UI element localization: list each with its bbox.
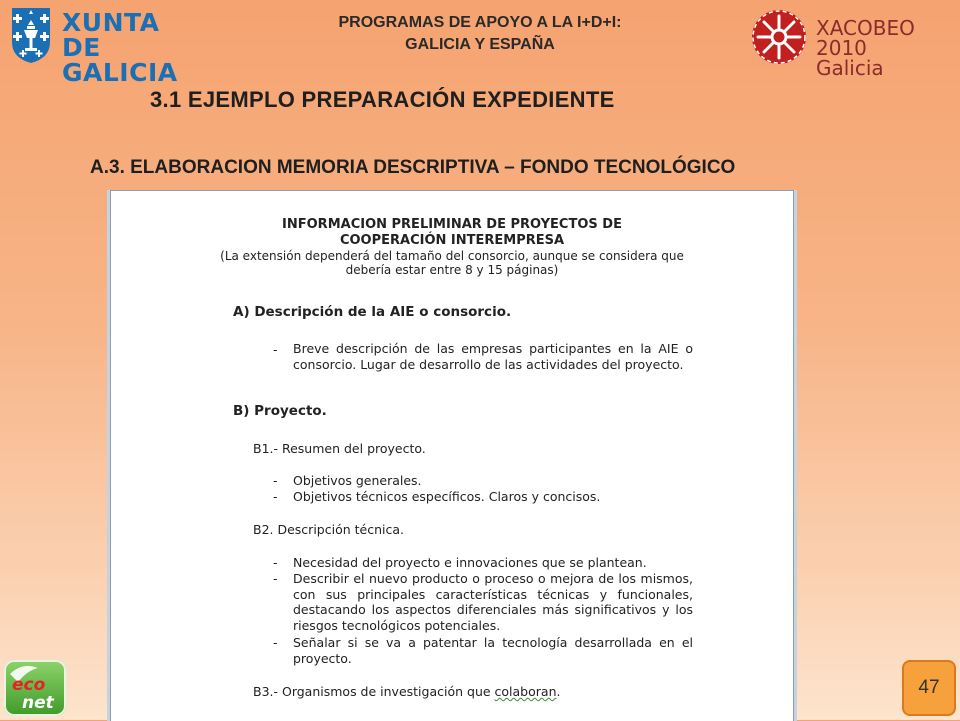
b2-bullet-2: Describir el nuevo producto o proceso o mejora de los mismos, con sus principales características técnicas y funcionales, destacando los aspectos diferenciales más significativos y los riesgos tecnológicos potenciales. bbox=[293, 571, 693, 633]
document-title-line-2: COOPERACIÓN INTEREMPRESA bbox=[339, 233, 565, 248]
xunta-logo-line-2: DE GALICIA bbox=[62, 33, 178, 87]
b1-bullet-2: Objetivos técnicos específicos. Claros y concisos. bbox=[293, 489, 601, 504]
section-a-bullet-1: Breve descripción de las empresas participantes en la AIE o consorcio. Lugar de desarrollo de las actividades del proyecto. bbox=[293, 341, 693, 372]
document-subtitle bbox=[111, 249, 793, 277]
subsection-title: A.3. ELABORACION MEMORIA DESCRIPTIVA – FONDO TECNOLÓGICO bbox=[90, 157, 736, 178]
bullet-dash: - bbox=[273, 473, 278, 488]
b2-label: B2. Descripción técnica. bbox=[253, 522, 404, 537]
section-title: 3.1 EJEMPLO PREPARACIÓN EXPEDIENTE bbox=[150, 87, 615, 112]
econet-logo-icon bbox=[4, 660, 66, 716]
b3-label-period: . bbox=[556, 684, 561, 699]
xacobeo-logo-text bbox=[816, 18, 956, 78]
econet-logo-text-1: eco bbox=[12, 675, 46, 695]
bullet-dash: - bbox=[273, 635, 278, 650]
xacobeo-emblem-icon bbox=[750, 8, 808, 66]
xunta-shield-icon bbox=[10, 6, 52, 64]
econet-logo bbox=[4, 660, 66, 716]
document-title-line-1: INFORMACION PRELIMINAR DE PROYECTOS DE bbox=[282, 217, 622, 232]
xacobeo-logo-line-2: Galicia bbox=[816, 56, 884, 80]
document-preview bbox=[110, 190, 794, 721]
b3-label bbox=[253, 684, 560, 699]
xacobeo-logo bbox=[750, 6, 956, 80]
b3-label-text: B3.- Organismos de investigación que bbox=[253, 684, 495, 699]
bullet-dash: - bbox=[273, 555, 278, 570]
b1-label: B1.- Resumen del proyecto. bbox=[253, 441, 426, 456]
b1-bullet-1: Objetivos generales. bbox=[293, 473, 422, 488]
xacobeo-logo-line-1: XACOBEO 2010 bbox=[816, 16, 915, 60]
header-title-line-1: PROGRAMAS DE APOYO A LA I+D+I: bbox=[338, 14, 622, 31]
header-title-line-2: GALICIA Y ESPAÑA bbox=[405, 36, 555, 53]
econet-logo-text-2: net bbox=[22, 693, 54, 713]
b3-label-spellcheck-word: colaboran bbox=[494, 684, 557, 699]
xunta-de-galicia-logo bbox=[10, 6, 200, 87]
document-subtitle-line-2: debería estar entre 8 y 15 páginas) bbox=[345, 263, 559, 277]
document-title bbox=[111, 217, 793, 249]
bullet-dash: - bbox=[273, 489, 278, 504]
b2-bullet-3: Señalar si se va a patentar la tecnología desarrollada en el proyecto. bbox=[293, 635, 693, 666]
bullet-dash: - bbox=[273, 571, 278, 586]
b2-bullet-1: Necesidad del proyecto e innovaciones que se plantean. bbox=[293, 555, 647, 570]
document-subtitle-line-1: (La extensión dependerá del tamaño del consorcio, aunque se considera que bbox=[220, 249, 684, 263]
xunta-logo-text bbox=[62, 10, 200, 85]
section-a-heading: A) Descripción de la AIE o consorcio. bbox=[233, 304, 512, 320]
page-number: 47 bbox=[902, 660, 956, 716]
header-title bbox=[270, 12, 690, 56]
section-b-heading: B) Proyecto. bbox=[233, 403, 327, 419]
bullet-dash: - bbox=[273, 342, 278, 357]
xunta-logo-line-1: XUNTA bbox=[62, 8, 160, 37]
